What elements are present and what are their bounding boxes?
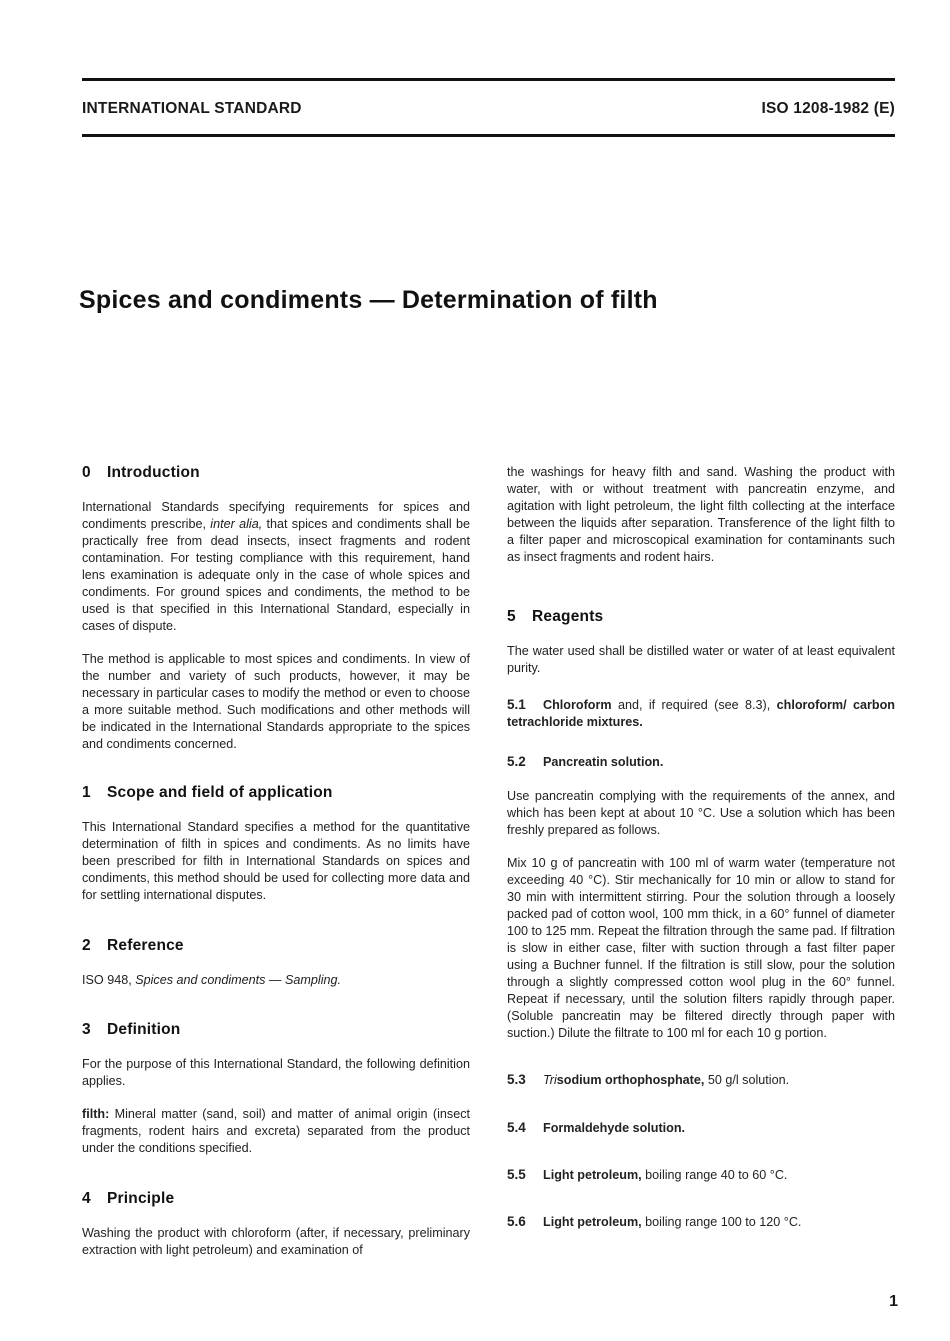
subclause-number: 5.2 — [507, 754, 526, 769]
intro-paragraph-1 — [82, 499, 470, 635]
text-run-bold: Light petroleum, — [543, 1168, 642, 1182]
subclause-number: 5.1 — [507, 697, 526, 712]
subclause-5-3 — [507, 1071, 895, 1089]
text-run-italic: Tri — [543, 1073, 557, 1087]
defined-term: filth: — [82, 1107, 110, 1121]
section-number: 3 — [82, 1021, 91, 1038]
section-title: Reagents — [532, 608, 604, 625]
text-run-bold: chloroform/ carbon tetrachloride mixtures. — [507, 698, 895, 729]
subclause-number: 5.6 — [507, 1214, 526, 1229]
section-title: Scope and field of application — [107, 784, 333, 801]
section-number: 5 — [507, 608, 516, 625]
section-heading-scope — [82, 784, 470, 802]
section-title: Definition — [107, 1021, 181, 1038]
header-top-rule — [82, 78, 895, 81]
header-standard-number: ISO 1208-1982 (E) — [761, 100, 895, 117]
header-standard-label: INTERNATIONAL STANDARD — [82, 100, 302, 117]
text-run: ISO 948, — [82, 973, 136, 987]
section-title: Introduction — [107, 464, 200, 481]
section-number: 4 — [82, 1190, 91, 1207]
text-run-bold: Formaldehyde solution. — [543, 1121, 686, 1135]
section-heading-reagents — [507, 608, 895, 626]
subclause-number: 5.5 — [507, 1167, 526, 1182]
subclause-5-4 — [507, 1119, 895, 1137]
definition-paragraph-2 — [82, 1106, 470, 1157]
principle-paragraph-continued: the washings for heavy filth and sand. Washing the product with water, with or without treatment with pancreatin enzyme, and agitation with light petroleum, the light filth collecting at the interface between the liquids after separation. Transference of the light filth to a filter paper and microscopical examination for contaminants such as insect fragments and rodent hairs. — [507, 465, 895, 564]
reagents-intro-paragraph: The water used shall be distilled water or water of at least equivalent purity. — [507, 644, 895, 675]
section-number: 0 — [82, 464, 91, 481]
page-number: 1 — [889, 1293, 898, 1310]
right-column — [507, 464, 895, 1231]
text-run-bold: Light petroleum, — [543, 1215, 642, 1229]
subclause-5-6 — [507, 1213, 895, 1231]
text-run: that spices and condiments shall be practically free from dead insects, insect fragments and rodent contamination. For testing compliance with this requirement, hand lens examination is adequate only in the case of whole spices and condiments. For ground spices and condiments, the method to be used is that specified in this International Standard, especially in cases of dispute. — [82, 517, 470, 633]
scope-paragraph: This International Standard specifies a method for the quantitative determination of filth in spices and condiments. As no limits have been prescribed for filth in International Standards on spices and condiments, this method should be used for collecting more data and for settling international disputes. — [82, 820, 470, 902]
section-title: Reference — [107, 937, 184, 954]
section-title: Principle — [107, 1190, 175, 1207]
text-run: International Standards specifying requirements for spices and condiments prescribe, — [82, 500, 470, 531]
section-heading-reference — [82, 937, 470, 955]
section-heading-principle — [82, 1190, 470, 1208]
subclause-5-2 — [507, 753, 895, 771]
section-number: 2 — [82, 937, 91, 954]
section-heading-introduction — [82, 464, 470, 482]
text-run: boiling range 40 to 60 °C. — [641, 1168, 788, 1182]
pancreatin-paragraph-2: Mix 10 g of pancreatin with 100 ml of warm water (temperature not exceeding 40 °C). Stir mechanically for 10 min or allow to stand for 30 min with intermittent stirring. Pour the solution through a loosely packed pad of cotton wool, 100 mm thick, in a 60° funnel of diameter 100 to 125 mm. Repeat the filtration through the same pad. If filtration is slow in either case, filter with suction through a fast filter paper using a Buchner funnel. If the filtration is still slow, pour the solution through a slightly compressed cotton wool plug in the 60° funnel. Repeat if necessary, until the solution filters rapidly through paper. (Soluble pancreatin may be filtered directly through paper with suction.) Dilute the filtrate to 100 ml for each 10 g portion. — [507, 856, 895, 1040]
document-title: Spices and condiments — Determination of filth — [79, 286, 658, 314]
subclause-number: 5.3 — [507, 1072, 526, 1087]
text-run-bold: Pancreatin solution. — [543, 755, 664, 769]
text-run: boiling range 100 to 120 °C. — [641, 1215, 802, 1229]
header-bottom-rule — [82, 134, 895, 137]
subclause-number: 5.4 — [507, 1120, 526, 1135]
reference-paragraph — [82, 972, 470, 989]
intro-paragraph-2: The method is applicable to most spices and condiments. In view of the number and variety of such products, however, it may be necessary in particular cases to modify the method or even to choose a more suitable method. Such modifications and other methods will be indicated in the International Standards appropriate to the spices and condiments concerned. — [82, 652, 470, 751]
subclause-5-5 — [507, 1166, 895, 1184]
text-run-bold: Chloroform — [543, 698, 612, 712]
section-heading-definition — [82, 1021, 470, 1039]
text-run-bold: sodium orthophosphate, — [556, 1073, 705, 1087]
text-run: and, if required (see 8.3), — [611, 698, 777, 712]
left-column — [82, 464, 470, 1259]
principle-paragraph: Washing the product with chloroform (after, if necessary, preliminary extraction with light petroleum) and examination of — [82, 1226, 470, 1257]
text-run: 50 g/l solution. — [704, 1073, 790, 1087]
section-number: 1 — [82, 784, 91, 801]
pancreatin-paragraph-1: Use pancreatin complying with the requirements of the annex, and which has been kept at about 10 °C. Use a solution which has been freshly prepared as follows. — [507, 789, 895, 837]
subclause-5-1 — [507, 696, 895, 731]
text-run: Mineral matter (sand, soil) and matter of animal origin (insect fragments, rodent hairs and excreta) separated from the product under the conditions specified. — [82, 1107, 470, 1155]
text-run-italic: Spices and condiments — Sampling. — [135, 973, 342, 987]
text-run-italic: inter alia, — [210, 517, 263, 531]
definition-paragraph-1: For the purpose of this International Standard, the following definition applies. — [82, 1057, 470, 1088]
